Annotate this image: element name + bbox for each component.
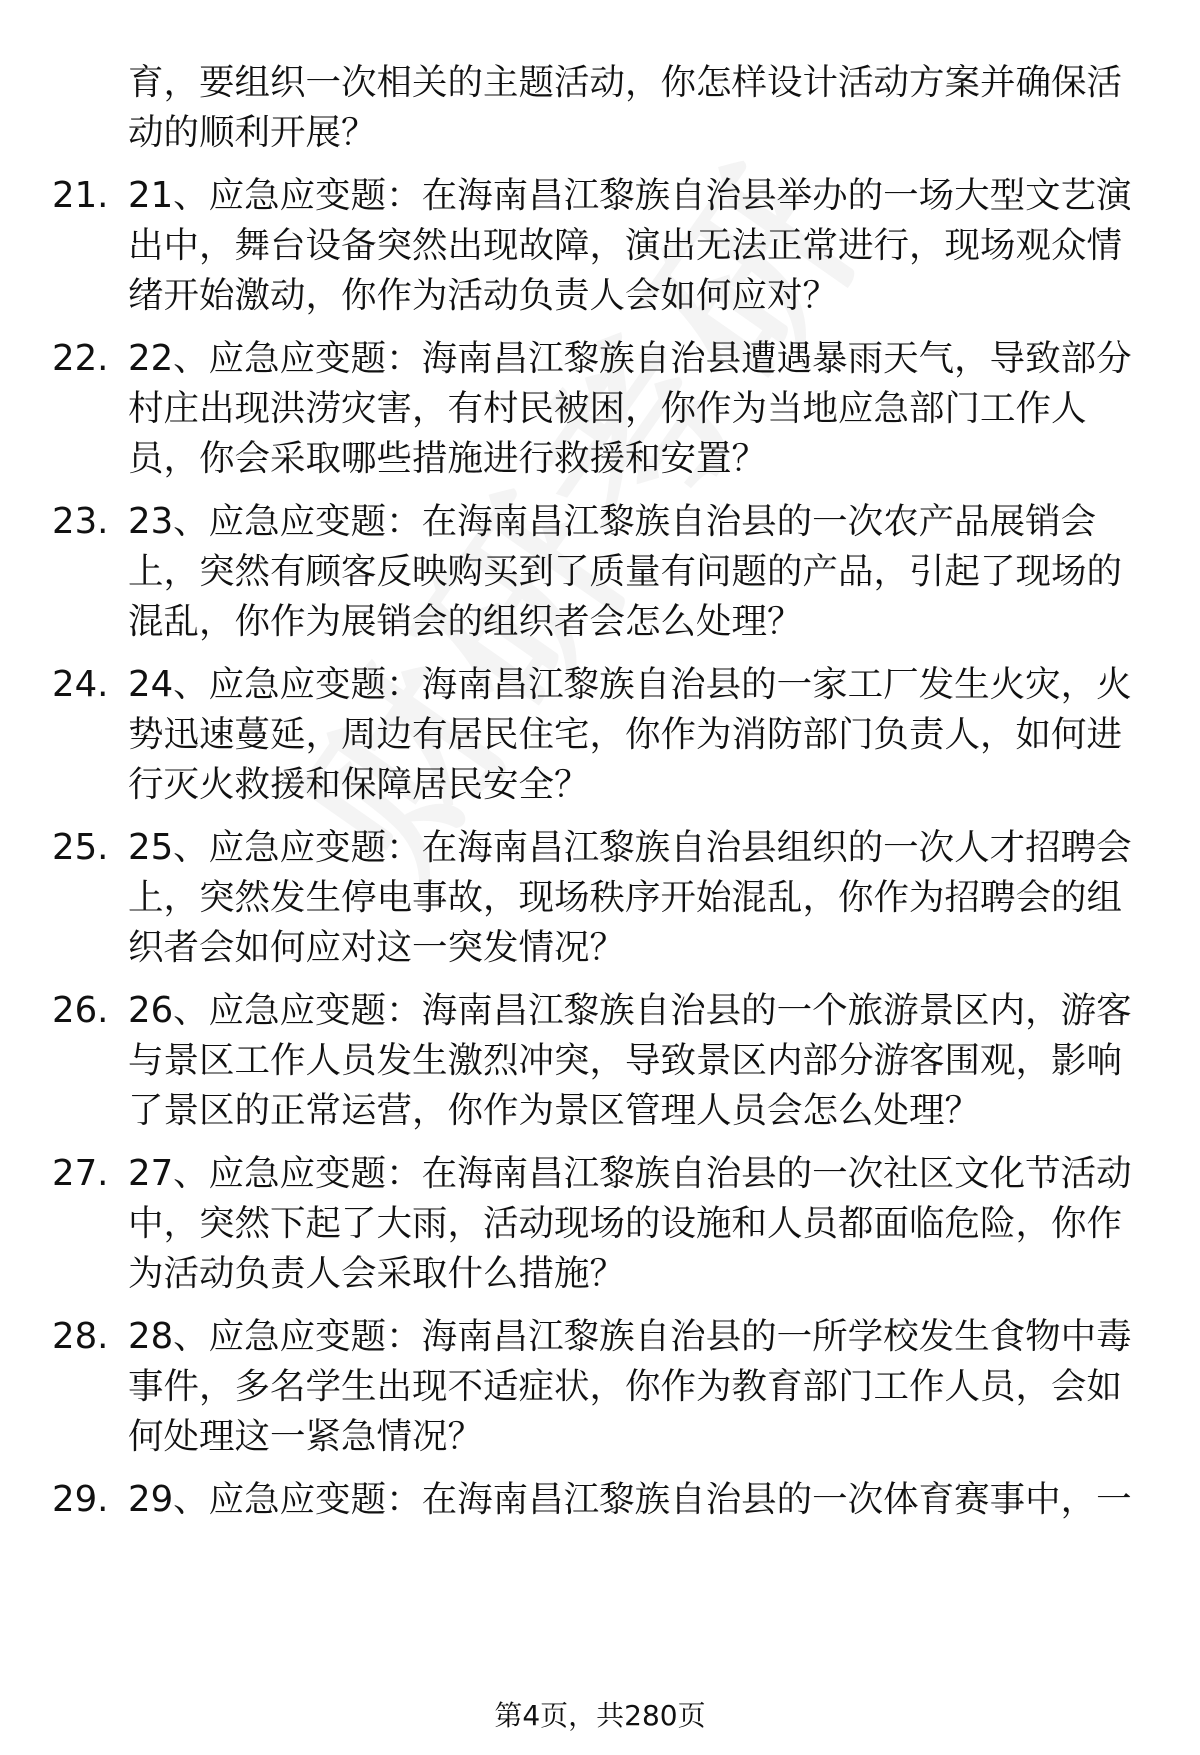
item-text: 25、应急应变题：在海南昌江黎族自治县组织的一次人才招聘会上，突然发生停电事故，现场秩序开始混乱，你作为招聘会的组织者会如何应对这一突发情况？ <box>128 827 1132 968</box>
item-number: 29. <box>52 1479 109 1520</box>
intro-paragraph: 育，要组织一次相关的主题活动，你怎样设计活动方案并确保活动的顺利开展？ <box>128 62 1123 153</box>
item-number: 28. <box>52 1316 109 1357</box>
item-text: 21、应急应变题：在海南昌江黎族自治县举办的一场大型文艺演出中，舞台设备突然出现故障，演出无法正常进行，现场观众情绪开始激动，你作为活动负责人会如何应对？ <box>128 175 1132 316</box>
item-text: 22、应急应变题：海南昌江黎族自治县遭遇暴雨天气，导致部分村庄出现洪涝灾害，有村民被困，你作为当地应急部门工作人员，你会采取哪些措施进行救援和安置？ <box>128 338 1132 479</box>
item-number: 24. <box>52 664 109 705</box>
item-text: 23、应急应变题：在海南昌江黎族自治县的一次农产品展销会上，突然有顾客反映购买到了质量有问题的产品，引起了现场的混乱，你作为展销会的组织者会怎么处理？ <box>128 501 1123 642</box>
item-number: 21. <box>52 175 109 216</box>
page-footer: 第4页，共280页 <box>494 1699 706 1732</box>
item-text: 29、应急应变题：在海南昌江黎族自治县的一次体育赛事中，一 <box>128 1479 1132 1520</box>
item-text: 26、应急应变题：海南昌江黎族自治县的一个旅游景区内，游客与景区工作人员发生激烈冲突，导致景区内部分游客围观，影响了景区的正常运营，你作为景区管理人员会怎么处理？ <box>128 990 1132 1131</box>
item-text: 28、应急应变题：海南昌江黎族自治县的一所学校发生食物中毒事件，多名学生出现不适症状，你作为教育部门工作人员，会如何处理这一紧急情况？ <box>128 1316 1132 1457</box>
item-number: 26. <box>52 990 109 1031</box>
item-number: 23. <box>52 501 109 542</box>
item-text: 24、应急应变题：海南昌江黎族自治县的一家工厂发生火灾，火势迅速蔓延，周边有居民住宅，你作为消防部门负责人，如何进行灭火救援和保障居民安全？ <box>128 664 1132 805</box>
item-number: 22. <box>52 338 109 379</box>
item-number: 27. <box>52 1153 109 1194</box>
item-text: 27、应急应变题：在海南昌江黎族自治县的一次社区文化节活动中，突然下起了大雨，活动现场的设施和人员都面临危险，你作为活动负责人会采取什么措施？ <box>128 1153 1132 1294</box>
item-number: 25. <box>52 827 109 868</box>
